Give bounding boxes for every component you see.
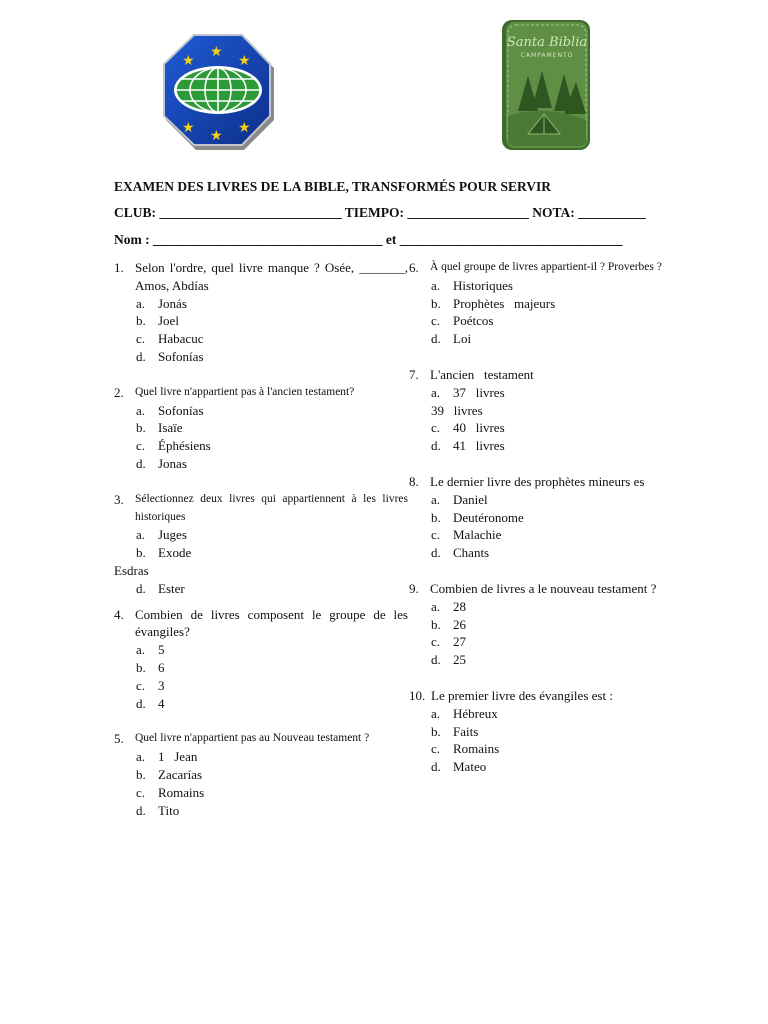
svg-text:★: ★ [238, 120, 251, 136]
answer-option: c. Habacuc [136, 331, 204, 347]
answer-option: d. Jonas [136, 455, 187, 471]
question-5: 5. Quel livre n'appartient pas au Nouveau testament ? a. 1 Jean b. Zacarías c. Romains d. Tito [114, 730, 408, 819]
answer-option: d. 4 [136, 695, 165, 711]
answer-option: b. Prophètes majeurs [431, 295, 556, 311]
bible-subtitle-text: CAMPAMENTO [520, 52, 574, 59]
answer-option: d. Sofonías [136, 348, 204, 364]
bible-title-text: Santa Biblia [506, 35, 588, 50]
question-1: 1. Selon l'ordre, quel livre manque ? Osée, _______, Amos, Abdías a. Jonás b. Joel c. Habacuc d. Sofonías [114, 260, 408, 364]
svg-text:★: ★ [182, 53, 195, 69]
question-text: Sélectionnez deux livres qui appartiennent à les livres historiques [135, 492, 408, 523]
question-3: 3. Sélectionnez deux livres qui appartiennent à les livres historiques a. Juges b. Exode Esdras d. Ester [114, 491, 408, 596]
questions-left-column [114, 259, 408, 819]
question-text: À quel groupe de livres appartient-il ? Proverbes ? [430, 261, 662, 273]
answer-option: a. Daniel [431, 491, 488, 507]
answer-option: b. Exode [136, 545, 192, 561]
questions-right-column [409, 259, 677, 776]
answer-option: a. 1 Jean [136, 749, 198, 765]
answer-option: d. 41 livres [431, 438, 505, 454]
answer-option: b. Zacarías [136, 766, 203, 782]
question-text: Combien de livres composent le groupe de les évangiles? [135, 606, 408, 640]
question-text: Le dernier livre des prophètes mineurs es [430, 473, 645, 489]
answer-option: d. Chants [431, 545, 490, 561]
question-10: 10. Le premier livre des évangiles est : a. Hébreux b. Faits c. Romains d. Mateo [409, 687, 677, 776]
answer-option: c. 27 [431, 634, 466, 650]
answer-option: b. Faits [431, 723, 479, 739]
answer-option: b. Isaïe [136, 420, 183, 436]
answer-option: a. 5 [136, 642, 165, 658]
answer-option: c. 40 livres [431, 420, 505, 436]
question-text: Le premier livre des évangiles est : [431, 687, 613, 703]
answer-option: d. Tito [136, 802, 180, 818]
question-text: Combien de livres a le nouveau testament ? [430, 580, 657, 596]
exam-title: EXAMEN DES LIVRES DE LA BIBLE, TRANSFORMÉS POUR SERVIR [114, 179, 551, 194]
question-text: L'ancien testament [430, 366, 534, 382]
answer-option: a. 28 [431, 598, 466, 614]
answer-option: b. 26 [431, 616, 466, 632]
answer-option: c. 3 [136, 677, 165, 693]
answer-option: d. 25 [431, 652, 466, 668]
svg-text:★: ★ [210, 128, 223, 144]
answer-option: b. Joel [136, 313, 179, 329]
question-text: Quel livre n'appartient pas à l'ancien testament? [135, 385, 355, 398]
camping-bible-image [498, 16, 594, 154]
answer-option: b. 6 [136, 659, 165, 675]
question-text: Quel livre n'appartient pas au Nouveau testament ? [135, 732, 370, 745]
answer-option: c. Malachie [431, 527, 502, 543]
answer-option: a. Historiques [431, 277, 513, 293]
answer-option: a. 37 livres [431, 384, 505, 400]
question-9: 9. Combien de livres a le nouveau testament ? a. 28 b. 26 c. 27 d. 25 [409, 580, 677, 669]
answer-option: Esdras [114, 562, 149, 578]
answer-option: c. Éphésiens [136, 438, 211, 454]
svg-text:★: ★ [182, 120, 195, 136]
answer-option: d. Loi [431, 331, 472, 347]
answer-option: d. Ester [136, 580, 185, 596]
answer-option: a. Sofonías [136, 402, 204, 418]
name-line: Nom : __________________________________ et _________________________________ [114, 232, 623, 247]
question-4: 4. Combien de livres composent le groupe de les évangiles? a. 5 b. 6 c. 3 d. 4 [114, 606, 408, 711]
question-7: 7. L'ancien testament a. 37 livres 39 livres c. 40 livres d. 41 livres [409, 366, 677, 455]
answer-option: d. Mateo [431, 759, 487, 775]
question-2: 2. Quel livre n'appartient pas à l'ancien testament? a. Sofonías b. Isaïe c. Éphésiens d. Jonas [114, 384, 408, 473]
answer-option: c. Poétcos [431, 313, 494, 329]
answer-option: a. Juges [136, 527, 187, 543]
answer-option: c. Romains [136, 784, 205, 800]
svg-text:★: ★ [210, 44, 223, 60]
answer-option: a. Hébreux [431, 705, 498, 721]
club-time-grade-line: CLUB: ___________________________ TIEMPO: __________________ NOTA: __________ [114, 205, 646, 220]
answer-option: b. Deutéronome [431, 509, 524, 525]
question-6: 6. À quel groupe de livres appartient-il ? Proverbes ? a. Historiques b. Prophètes majeurs c. Poétcos d. Loi [409, 259, 677, 348]
question-8: 8. Le dernier livre des prophètes mineurs es a. Daniel b. Deutéronome c. Malachie d. Chants [409, 473, 677, 562]
answer-option: c. Romains [431, 741, 500, 757]
answer-option: 39 livres [431, 402, 483, 418]
answer-option: a. Jonás [136, 295, 187, 311]
club-emblem-logo [160, 32, 278, 154]
question-text: Selon l'ordre, quel livre manque ? Osée, _______, Amos, Abdías [135, 260, 408, 293]
svg-text:★: ★ [238, 53, 251, 69]
